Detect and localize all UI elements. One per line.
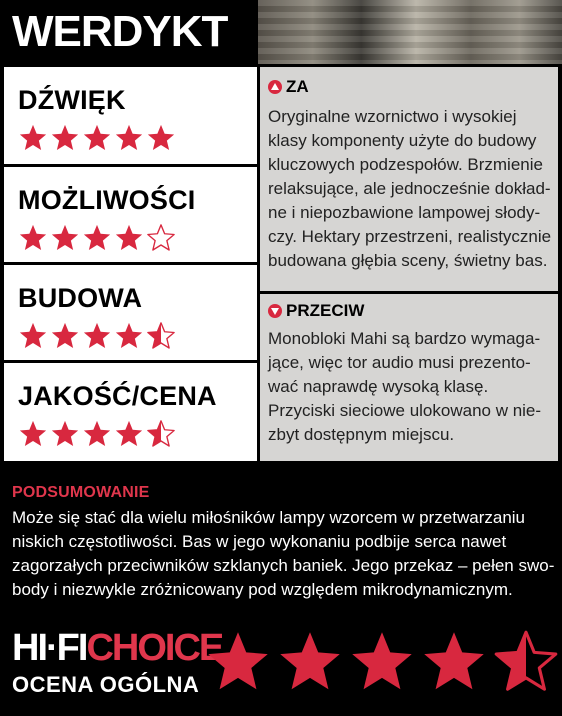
text-line: klasy komponenty użyte do budowy xyxy=(268,131,537,150)
star-icon xyxy=(18,321,48,351)
divider xyxy=(260,291,558,294)
text-line: Oryginalne wzornictwo i wysokiej xyxy=(268,107,517,126)
star-icon xyxy=(82,419,112,449)
star-icon xyxy=(82,223,112,253)
star-icon xyxy=(114,419,144,449)
summary-heading: PODSUMOWANIE xyxy=(12,484,150,501)
star-icon xyxy=(82,123,112,153)
pros-heading-label: ZA xyxy=(286,77,309,96)
overall-stars xyxy=(204,628,560,696)
text-line: Monobloki Mahi są bardzo wymaga- xyxy=(268,329,541,348)
text-line: niskich częstotliwości. Bas w jego wykonaniu podbije serca nawet xyxy=(12,532,507,551)
rating-stars xyxy=(18,419,176,449)
rating-label: JAKOŚĆ/CENA xyxy=(18,381,217,411)
logo-hifi: HI·FI xyxy=(12,627,87,669)
header xyxy=(0,0,562,64)
star-icon xyxy=(50,223,80,253)
star-icon xyxy=(146,123,176,153)
star-icon xyxy=(18,223,48,253)
text-line: jące, więc tor audio musi prezento- xyxy=(268,353,531,372)
star-half-icon xyxy=(492,628,560,696)
text-line: czy. Hektary przestrzeni, realistycznie xyxy=(268,227,552,246)
rating-stars xyxy=(18,123,176,153)
star-icon xyxy=(18,419,48,449)
rating-sound xyxy=(4,67,257,164)
page-title: WERDYKT xyxy=(12,7,228,56)
star-icon xyxy=(50,123,80,153)
text-line: kluczowych podzespołów. Brzmienie xyxy=(268,155,543,174)
summary xyxy=(0,464,562,614)
cons-heading-label: PRZECIW xyxy=(286,301,365,320)
star-icon xyxy=(50,419,80,449)
summary-text xyxy=(12,506,555,602)
rating-stars xyxy=(18,321,176,351)
pros-text xyxy=(268,105,556,273)
star-icon xyxy=(82,321,112,351)
text-line: body i niezwykle zróżnicowany pod względem mikrodynamicznym. xyxy=(12,580,513,599)
rating-label: BUDOWA xyxy=(18,283,143,313)
header-photo xyxy=(258,0,562,64)
triangle-down-icon xyxy=(268,304,282,318)
text-line: Może się stać dla wielu miłośników lampy wzorcem w przetwarzaniu xyxy=(12,508,526,527)
cons-text xyxy=(268,327,556,447)
cons-heading xyxy=(268,301,364,321)
star-half-icon xyxy=(146,321,176,351)
rating-stars xyxy=(18,223,176,253)
rating-value xyxy=(4,363,257,461)
pros-heading xyxy=(268,77,309,97)
text-line: wać naprawdę wysoką klasę. xyxy=(268,377,489,396)
star-icon xyxy=(276,628,344,696)
triangle-up-icon xyxy=(268,80,282,94)
text-line: budowana głębia sceny, świetny bas. xyxy=(268,251,548,270)
star-icon xyxy=(204,628,272,696)
star-half-icon xyxy=(146,419,176,449)
text-line: zagorzałych przeciwników szklanych baniek. Jego przekaz – pełen swo- xyxy=(12,556,555,575)
text-line: ne i niepozbawione lampowej słody- xyxy=(268,203,541,222)
star-icon xyxy=(18,123,48,153)
star-empty-icon xyxy=(146,223,176,253)
text-line: zbyt dostępnym miejscu. xyxy=(268,425,455,444)
rating-features xyxy=(4,167,257,262)
star-icon xyxy=(420,628,488,696)
star-icon xyxy=(50,321,80,351)
star-icon xyxy=(114,223,144,253)
rating-label: DŹWIĘK xyxy=(18,85,126,115)
hifi-choice-logo xyxy=(12,626,222,670)
text-line: relaksujące, ale jednocześnie dokład- xyxy=(268,179,551,198)
star-icon xyxy=(114,321,144,351)
footer xyxy=(0,618,562,716)
star-icon xyxy=(114,123,144,153)
star-icon xyxy=(348,628,416,696)
rating-label: MOŻLIWOŚCI xyxy=(18,185,196,215)
ratings-panel xyxy=(4,67,257,461)
rating-build xyxy=(4,265,257,360)
overall-label: OCENA OGÓLNA xyxy=(12,672,200,697)
text-line: Przyciski sieciowe ulokowano w nie- xyxy=(268,401,542,420)
pros-cons-panel xyxy=(260,67,558,461)
logo-choice: CHOICE xyxy=(86,627,223,669)
